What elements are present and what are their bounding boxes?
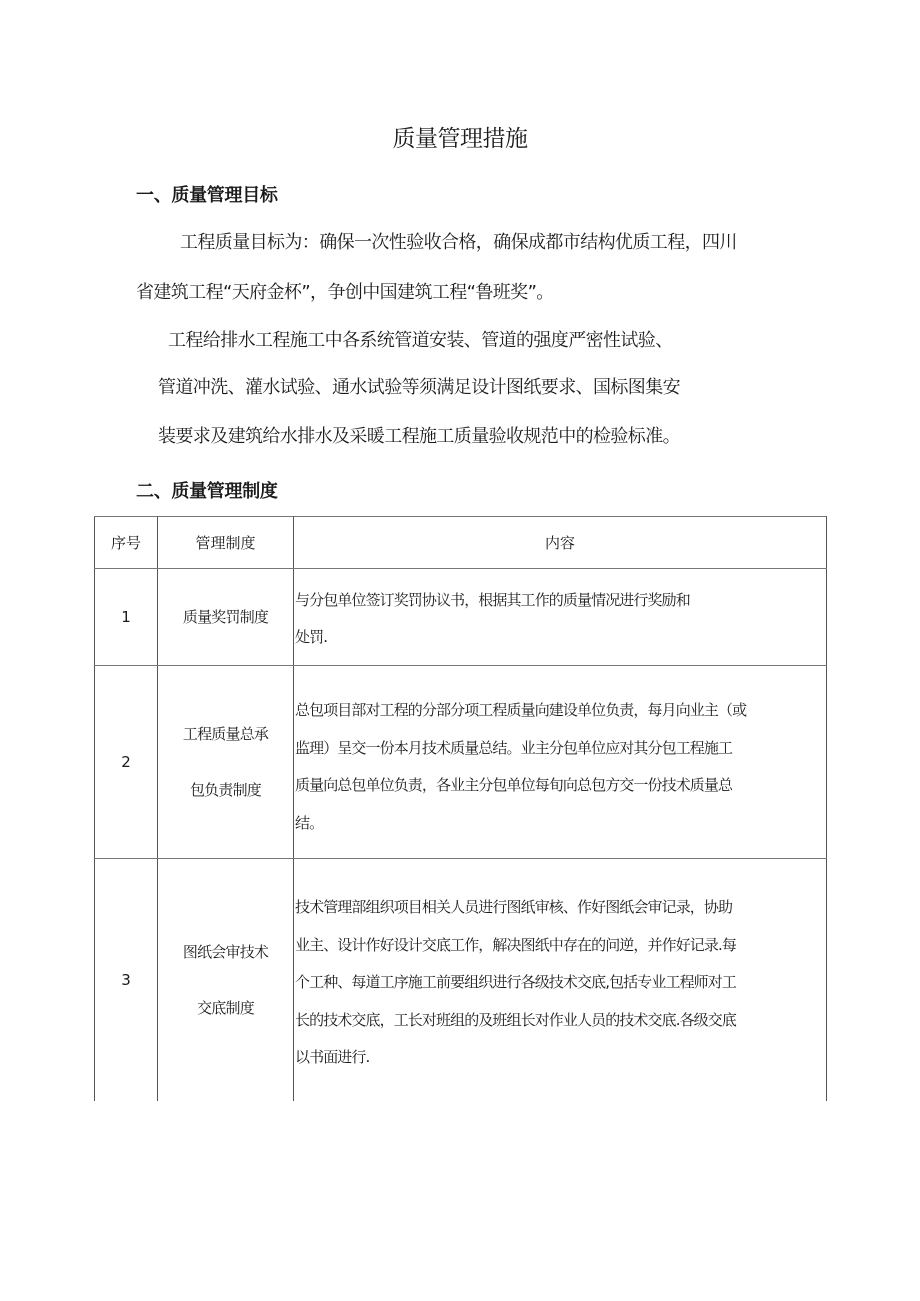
paragraph-line: 装要求及建筑给水排水及采暖工程施工质量验收规范中的检验标准。 bbox=[158, 426, 680, 447]
table-header-row bbox=[95, 517, 827, 569]
system-name-cell bbox=[158, 859, 294, 1102]
content-line: 技术管理部组织项目相关人员进行图纸审核、作好图纸会审记录，协助 bbox=[295, 898, 733, 917]
row-number: 2 bbox=[95, 666, 158, 859]
content-line: 结。 bbox=[295, 813, 324, 832]
content-cell bbox=[294, 569, 827, 666]
header-cell-system: 管理制度 bbox=[158, 517, 294, 569]
system-name-cell bbox=[158, 569, 294, 666]
quality-systems-table bbox=[94, 516, 827, 1101]
paragraph-line: 省建筑工程“天府金杯”，争创中国建筑工程“鲁班奖”。 bbox=[136, 282, 554, 303]
content-line: 与分包单位签订奖罚协议书，根据其工作的质量情况进行奖励和 bbox=[295, 590, 690, 609]
section-heading-quality-systems: 二、质量管理制度 bbox=[136, 481, 278, 502]
system-name-line: 交底制度 bbox=[197, 999, 254, 1017]
table-row bbox=[95, 569, 827, 666]
header-cell-content: 内容 bbox=[294, 517, 827, 569]
content-line: 总包项目部对工程的分部分项工程质量向建设单位负责，每月向业主（或 bbox=[295, 701, 747, 719]
content-line: 业主、设计作好设计交底工作，解决图纸中存在的问逆，并作好记录.每 bbox=[295, 935, 736, 954]
content-line: 监理）呈交一份本月技术质量总结。业主分包单位应对其分包工程施工 bbox=[295, 738, 733, 757]
content-line: 质量向总包单位负责，各业主分包单位每旬向总包方交一份技术质量总 bbox=[295, 776, 733, 794]
system-name-line: 包负责制度 bbox=[189, 781, 261, 799]
system-name-cell bbox=[158, 666, 294, 859]
section-heading-quality-goals: 一、质量管理目标 bbox=[136, 185, 278, 206]
row-number: 3 bbox=[95, 859, 158, 1102]
table-row bbox=[95, 859, 827, 1102]
system-name-line: 工程质量总承 bbox=[182, 725, 269, 743]
system-name-line: 图纸会审技术 bbox=[182, 943, 269, 961]
content-cell bbox=[294, 666, 827, 859]
row-number: 1 bbox=[95, 569, 158, 666]
paragraph-line: 工程质量目标为：确保一次性验收合格，确保成都市结构优质工程，四川 bbox=[180, 232, 737, 253]
page-title: 质量管理措施 bbox=[392, 126, 528, 152]
paragraph-line: 管道冲洗、灌水试验、通水试验等须满足设计图纸要求、国标图集安 bbox=[158, 377, 680, 398]
paragraph-line: 工程给排水工程施工中各系统管道安装、管道的强度严密性试验、 bbox=[168, 330, 673, 351]
content-line: 长的技术交底，工长对班组的及班组长对作业人员的技术交底.各级交底 bbox=[295, 1010, 736, 1029]
content-line: 个工种、每道工序施工前要组织进行各级技术交底,包括专业工程师对工 bbox=[295, 973, 736, 992]
content-line: 处罚. bbox=[295, 628, 328, 646]
header-cell-no: 序号 bbox=[95, 517, 158, 569]
system-name-line: 质量奖罚制度 bbox=[182, 608, 269, 626]
table-row bbox=[95, 666, 827, 859]
content-cell bbox=[294, 859, 827, 1102]
content-line: 以书面进行. bbox=[295, 1048, 370, 1067]
